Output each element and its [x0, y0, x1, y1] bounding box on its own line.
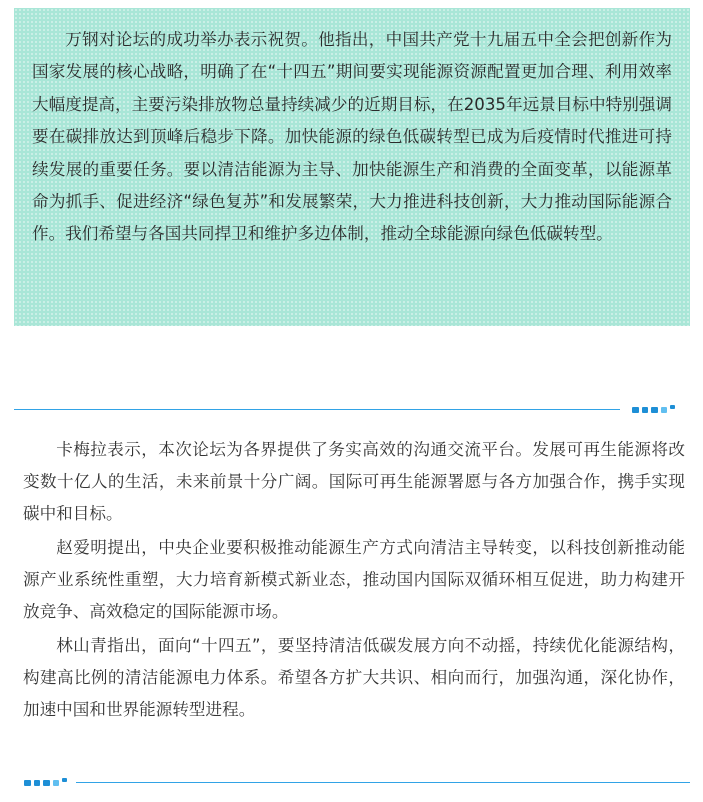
divider-dash: [62, 778, 67, 782]
paragraph-carmela: 卡梅拉表示，本次论坛为各界提供了务实高效的沟通交流平台。发展可再生能源将改变数十亿人的生活，未来前景十分广阔。国际可再生能源署愿与各方加强合作，携手实现碳中和目标。: [23, 440, 685, 523]
divider-dash: [43, 780, 50, 786]
divider-dash: [661, 407, 667, 413]
article-body: [23, 434, 685, 726]
paragraph-zhao-aiming: 赵爱明提出，中央企业要积极推动能源生产方式向清洁主导转变，以科技创新推动能源产业系统性重塑，大力培育新模式新业态，推动国内国际双循环相互促进，助力构建开放竞争、高效稳定的国际能源市场。: [23, 538, 685, 621]
divider-line: [14, 409, 620, 410]
divider-dash: [651, 407, 658, 413]
divider-dash: [642, 407, 648, 413]
paragraph-lin-shanqing: 林山青指出，面向“十四五”，要坚持清洁低碳发展方向不动摇，持续优化能源结构，构建高比例的清洁能源电力体系。希望各方扩大共识、相向而行，加强沟通，深化协作，加速中国和世界能源转型进程。: [23, 636, 685, 719]
divider-dash: [34, 780, 40, 786]
quote-paragraph: 万钢对论坛的成功举办表示祝贺。他指出，中国共产党十九届五中全会把创新作为国家发展的核心战略，明确了在“十四五”期间要实现能源资源配置更加合理、利用效率大幅度提高，主要污染排放物总量持续减少的近期目标，在2035年远景目标中特别强调要在碳排放达到顶峰后稳步下降。加快能源的绿色低碳转型已成为后疫情时代推进可持续发展的重要任务。要以清洁能源为主导、加快能源生产和消费的全面变革，以能源革命为抓手、促进经济“绿色复苏”和发展繁荣，大力推进科技创新，大力推动国际能源合作。我们希望与各国共同捍卫和维护多边体制，推动全球能源向绿色低碳转型。: [32, 30, 672, 244]
divider-dash: [24, 780, 31, 786]
divider-line: [76, 782, 690, 783]
divider-dash: [53, 780, 59, 786]
quote-box: [14, 8, 690, 326]
section-divider-top: [14, 404, 690, 416]
divider-dash: [670, 405, 675, 409]
divider-dash: [632, 407, 639, 413]
section-divider-bottom: [14, 777, 690, 789]
